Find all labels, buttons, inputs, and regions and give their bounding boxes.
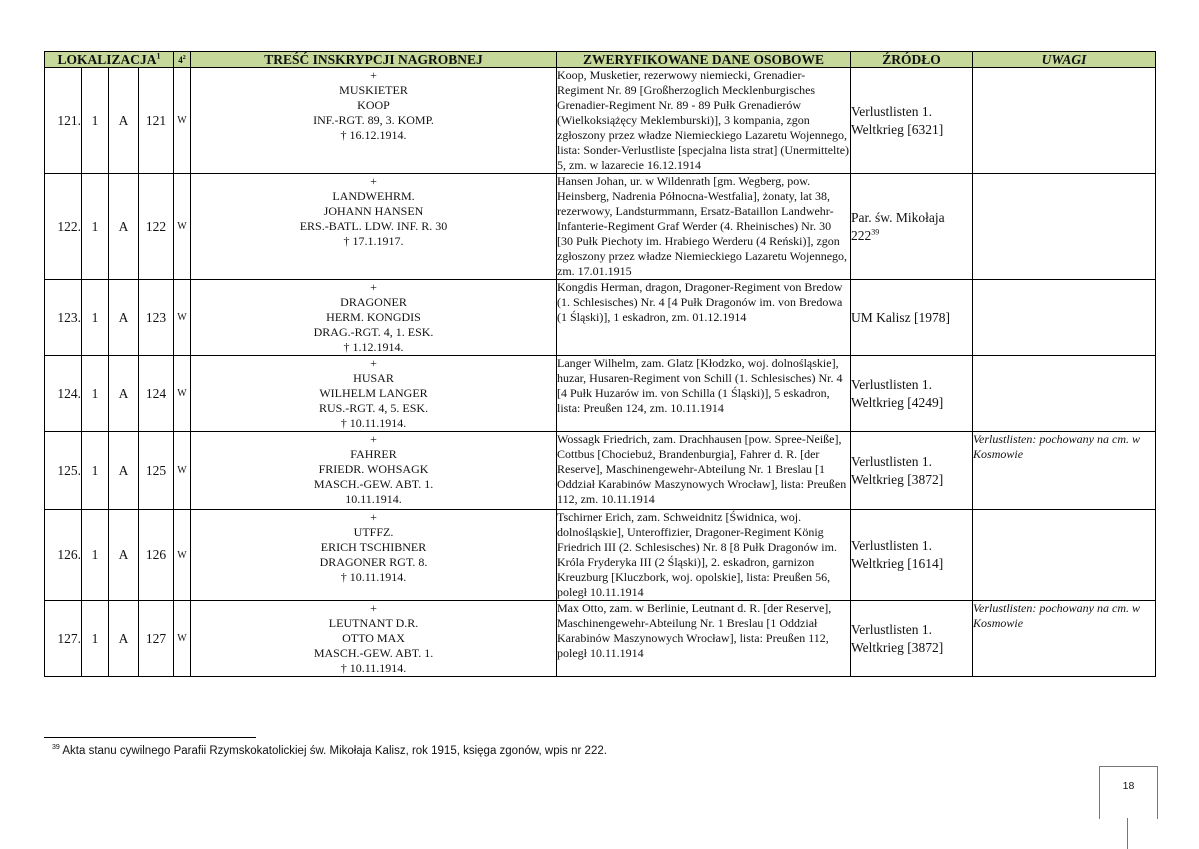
table-row — [45, 68, 1156, 174]
cell-verified-data: Koop, Musketier, rezerwowy niemiecki, Grenadier-Regiment Nr. 89 [Großherzoglich Mecklenburgisches Grenadier-Regiment Nr. 89 - 89 Pułk Grenadierów (Wielkoksiążęcy Meklemburski)], 3 kompania, zgon zgłoszony przez władze Niemieckiego Lazaretu Wojennego, lista: Sonder-Verlustliste [specjalna lista strat] (Unermittelte) 5, zm. w lazarecie 16.12.1914 — [557, 68, 850, 172]
cell-note: Verlustlisten: pochowany na cm. w Kosmowie — [973, 432, 1156, 510]
inscription-line: + — [370, 68, 377, 82]
inscription-line: † 16.12.1914. — [340, 128, 407, 142]
cell-inscription — [191, 432, 557, 510]
cell-sector: 1 — [82, 510, 109, 601]
inscription-line: MUSKIETER — [339, 83, 408, 97]
cell-source: Verlustlisten 1. Weltkrieg [1614] — [851, 510, 973, 601]
table-row — [45, 601, 1156, 677]
cell-row: A — [109, 280, 139, 356]
cell-source: Verlustlisten 1. Weltkrieg [4249] — [851, 356, 973, 432]
cell-nr: 122. — [45, 174, 82, 280]
cell-grave: 127 — [139, 601, 174, 677]
inscription-line: + — [370, 174, 377, 188]
cell-type: W — [174, 356, 191, 432]
cell-grave: 126 — [139, 510, 174, 601]
cell-note — [973, 174, 1156, 280]
cell-note — [973, 68, 1156, 174]
cell-source: Par. św. Mikołaja $222^{39}$ — [851, 174, 973, 280]
cell-inscription — [191, 280, 557, 356]
cell-nr: 126. — [45, 510, 82, 601]
inscription-line: ERICH TSCHIBNER — [320, 540, 427, 554]
inscription-line: JOHANN HANSEN — [323, 204, 424, 218]
cell-grave: 125 — [139, 432, 174, 510]
cell-row: A — [109, 174, 139, 280]
cell-type: W — [174, 280, 191, 356]
inscription-line: † 10.11.1914. — [340, 570, 407, 584]
inscription-line: + — [370, 432, 377, 446]
page-number-box — [1099, 766, 1158, 819]
header-row — [45, 52, 1156, 68]
cell-sector: 1 — [82, 280, 109, 356]
cell-source: Verlustlisten 1. Weltkrieg [6321] — [851, 68, 973, 174]
cell-note — [973, 280, 1156, 356]
inscription-line: OTTO MAX — [342, 631, 405, 645]
inscription-line: LANDWEHRM. — [332, 189, 415, 203]
cell-row: A — [109, 432, 139, 510]
inscription-line: † 17.1.1917. — [343, 234, 404, 248]
cell-source: Verlustlisten 1. Weltkrieg [3872] — [851, 432, 973, 510]
header-lokalizacja: LOKALIZACJA$^1$ — [45, 52, 174, 68]
cell-nr: 125. — [45, 432, 82, 510]
table-row — [45, 356, 1156, 432]
inscription-line: UTFFZ. — [353, 525, 394, 539]
header-col4: $4^2$ — [174, 52, 191, 68]
inscription-line: DRAGONER — [340, 295, 407, 309]
cell-sector: 1 — [82, 356, 109, 432]
inscription-line: INF.-RGT. 89, 3. KOMP. — [313, 113, 434, 127]
cell-row: A — [109, 68, 139, 174]
inscription-line: + — [370, 510, 377, 524]
cell-inscription — [191, 601, 557, 677]
cell-type: W — [174, 510, 191, 601]
cell-inscription — [191, 174, 557, 280]
inscription-line: KOOP — [357, 98, 390, 112]
inscription-line: 10.11.1914. — [345, 492, 402, 506]
page-number: 18 — [1122, 780, 1135, 792]
cell-source: Verlustlisten 1. Weltkrieg [3872] — [851, 601, 973, 677]
inscription-line: HUSAR — [353, 371, 394, 385]
table-row — [45, 174, 1156, 280]
inscription-line: † 10.11.1914. — [340, 661, 407, 675]
inscription-line: HERM. KONGDIS — [326, 310, 421, 324]
cell-row: A — [109, 510, 139, 601]
cell-inscription — [191, 68, 557, 174]
cell-type: W — [174, 432, 191, 510]
cell-source: UM Kalisz [1978] — [851, 280, 973, 356]
footnote: $^{39}$ Akta stanu cywilnego Parafii Rzymskokatolickiej św. Mikołaja Kalisz, rok 1915, księga zgonów, wpis nr 222. — [52, 744, 607, 757]
inscription-line: + — [370, 280, 377, 294]
cell-grave: 121 — [139, 68, 174, 174]
header-tresc: TREŚĆ INSKRYPCJI NAGROBNEJ — [191, 52, 557, 68]
cell-nr: 124. — [45, 356, 82, 432]
inscription-line: + — [370, 601, 377, 615]
header-dane: ZWERYFIKOWANE DANE OSOBOWE — [557, 52, 851, 68]
inscription-line: † 1.12.1914. — [343, 340, 404, 354]
table-row — [45, 280, 1156, 356]
cell-type: W — [174, 601, 191, 677]
inscription-line: MASCH.-GEW. ABT. 1. — [313, 646, 434, 660]
cell-verified-data: Langer Wilhelm, zam. Glatz [Kłodzko, woj. dolnośląskie], huzar, Husaren-Regiment von Schill (1. Schlesisches) Nr. 4 [4 Pułk Huzarów im. von Schilla (1 Śląski)], 5 eskadron, lista: Preußen 124, zm. 10.11.1914 — [557, 356, 851, 432]
cell-row: A — [109, 601, 139, 677]
header-uwagi: UWAGI — [973, 52, 1156, 68]
inscription-line: + — [370, 356, 377, 370]
inscription-line: LEUTNANT D.R. — [328, 616, 419, 630]
cell-row: A — [109, 356, 139, 432]
inscription-line: FRIEDR. WOHSAGK — [318, 462, 429, 476]
cell-inscription — [191, 356, 557, 432]
header-zrodlo: ŹRÓDŁO — [851, 52, 973, 68]
inscription-line: RUS.-RGT. 4, 5. ESK. — [318, 401, 429, 415]
cell-grave: 124 — [139, 356, 174, 432]
inscription-line: DRAG.-RGT. 4, 1. ESK. — [313, 325, 434, 339]
burial-register-table — [44, 51, 1156, 677]
cell-note — [973, 510, 1156, 601]
inscription-line: WILHELM LANGER — [319, 386, 428, 400]
inscription-line: MASCH.-GEW. ABT. 1. — [313, 477, 434, 491]
cell-sector: 1 — [82, 601, 109, 677]
table-row — [45, 510, 1156, 601]
cell-verified-data: Hansen Johan, ur. w Wildenrath [gm. Wegberg, pow. Heinsberg, Nadrenia Północna-Westfalia], żonaty, lat 38, rezerwowy, Landsturmmann, Ersatz-Bataillon Landwehr-Infanterie-Regiment Graf Werder (4. Rheinisches) Nr. 30 [30 Pułk Piechoty im. Hrabiego Werderu (4 Reński)], zgon zgłoszony przez władze Niemieckiego Lazaretu Wojennego, zm. 17.01.1915 — [557, 174, 851, 280]
page-number-line — [1127, 818, 1128, 849]
cell-sector: 1 — [82, 432, 109, 510]
cell-verified-data: Wossagk Friedrich, zam. Drachhausen [pow. Spree-Neiße], Cottbus [Chociebuż, Brandenburgia], Fahrer d. R. [der Reserve], Maschinengewehr-Abteilung Nr. 1 Breslau [1 Oddział Karabinów Maszynowych Wrocław], lista: Preußen 112, zm. 10.11.1914 — [557, 432, 851, 510]
cell-nr: 123. — [45, 280, 82, 356]
footnote-rule — [44, 737, 256, 738]
cell-nr: 127. — [45, 601, 82, 677]
cell-grave: 122 — [139, 174, 174, 280]
inscription-line: † 10.11.1914. — [340, 416, 407, 430]
cell-type: W — [174, 68, 191, 174]
cell-sector: 1 — [82, 68, 109, 174]
inscription-line: FAHRER — [350, 447, 397, 461]
cell-verified-data: Tschirner Erich, zam. Schweidnitz [Świdnica, woj. dolnośląskie], Unteroffizier, Dragoner-Regiment König Friedrich III (2. Schlesisches) Nr. 8 [8 Pułk Dragonów im. Króla Fryderyka III (2 Śląski)], 2. eskadron, garnizon Kreuzburg [Kluczbork, woj. opolskie], lista: Preußen 56, poległ 10.11.1914 — [557, 510, 851, 601]
inscription-line: DRAGONER RGT. 8. — [319, 555, 428, 569]
cell-type: W — [174, 174, 191, 280]
cell-verified-data: Kongdis Herman, dragon, Dragoner-Regiment von Bredow (1. Schlesisches) Nr. 4 [4 Pułk Dragonów im. von Bredowa (1 Śląski)], 1 eskadron, zm. 01.12.1914 — [557, 280, 851, 356]
cell-note — [973, 356, 1156, 432]
inscription-line: ERS.-BATL. LDW. INF. R. 30 — [299, 219, 448, 233]
cell-note: Verlustlisten: pochowany na cm. w Kosmowie — [973, 601, 1156, 677]
cell-nr: 121. — [45, 68, 82, 174]
table-row — [45, 432, 1156, 510]
cell-verified-data: Max Otto, zam. w Berlinie, Leutnant d. R. [der Reserve], Maschinengewehr-Abteilung Nr. 1 Breslau [1 Oddział Karabinów Maszynowych Wrocław], lista: Preußen 112, poległ 10.11.1914 — [557, 601, 851, 677]
cell-inscription — [191, 510, 557, 601]
cell-sector: 1 — [82, 174, 109, 280]
cell-grave: 123 — [139, 280, 174, 356]
